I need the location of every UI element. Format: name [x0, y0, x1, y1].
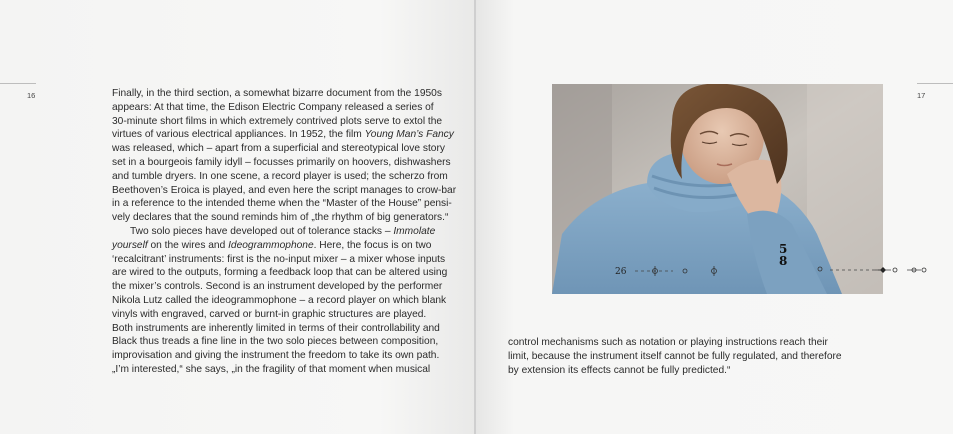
text-line: virtues of various electrical appliances. In 1952, the film Young Man’s Fancy	[112, 129, 454, 141]
note-circle-icon	[683, 269, 687, 273]
page-number-right: 17	[917, 91, 926, 100]
film-title: Young Man’s Fancy	[364, 129, 454, 141]
right-body-text	[508, 336, 858, 377]
note-circle-icon	[818, 267, 822, 271]
text-line: the mixer’s controls. Second is an instrument developed by the performer	[112, 281, 443, 293]
text-line: Beethoven’s Eroica is played, and even here the script manages to crow-bar	[112, 184, 457, 196]
text-line: Finally, in the third section, a somewhat bizarre document from the 1950s	[112, 88, 442, 99]
text-line: by extension its effects cannot be fully predicted.“	[508, 364, 731, 376]
text-line: in a reference to the intended theme when the “Master of the House” pensi-	[112, 198, 452, 210]
score-number: 26	[615, 267, 627, 277]
time-signature-top: 5	[779, 242, 788, 256]
text-line: 30-minute short films in which extremely contrived plots serve to extol the	[112, 115, 443, 127]
header-rule-right	[917, 83, 953, 84]
left-body-text	[112, 87, 472, 377]
note-circle-icon	[922, 268, 926, 272]
note-symbol-icon	[907, 268, 921, 272]
text-line: ‘recalcitrant’ instruments: first is the no-input mixer – a mixer whose inputs	[112, 253, 446, 265]
text-line: control mechanisms such as notation or playing instructions reach their	[508, 337, 828, 348]
note-symbol-icon	[712, 266, 717, 276]
text-line: limit, because the instrument itself cannot be fully regulated, and therefore	[508, 350, 842, 362]
score-notation-overlay	[615, 240, 940, 285]
text-line: Both instruments are inherently limited in terms of their controllability and	[112, 322, 440, 334]
text-line: Nikola Lutz called the ideogrammophone – a record player on which blank	[112, 294, 447, 306]
note-circle-icon	[893, 268, 897, 272]
text-line: are wired to the outputs, forming a feedback loop that can be altered using	[112, 267, 448, 279]
text-line: Black thus treads a fine line in the two solo pieces between composition,	[112, 336, 439, 348]
text-line: vely declares that the sound reminds him of „the rhythm of big generators.“	[112, 212, 449, 224]
text-line: improvisation and giving the instrument the freedom to take its own path.	[112, 350, 440, 362]
page-number-left: 16	[27, 91, 36, 100]
text-line: vinyls with engraved, carved or burnt-in graphic structures are played.	[112, 308, 427, 320]
text-line: yourself on the wires and Ideogrammophone. Here, the focus is on two	[112, 239, 432, 251]
text-line: Two solo pieces have developed out of tolerance stacks – Immolate	[130, 225, 436, 237]
text-line: „I’m interested,“ she says, „in the fragility of that moment when musical	[112, 363, 431, 375]
time-signature-bottom: 8	[779, 254, 788, 268]
note-diamond-icon	[875, 267, 891, 273]
text-line: was released, which – apart from a superficial and stereotypical love story	[112, 143, 445, 155]
text-line: set in a bourgeois family idyll – focusses primarily on hoovers, dishwashers	[112, 156, 451, 168]
header-rule-left	[0, 83, 36, 84]
left-page	[0, 0, 474, 434]
text-line: and tumble dryers. In one scene, a record player is used; the scherzo from	[112, 170, 448, 182]
text-line: appears: At that time, the Edison Electric Company released a series of	[112, 101, 434, 113]
